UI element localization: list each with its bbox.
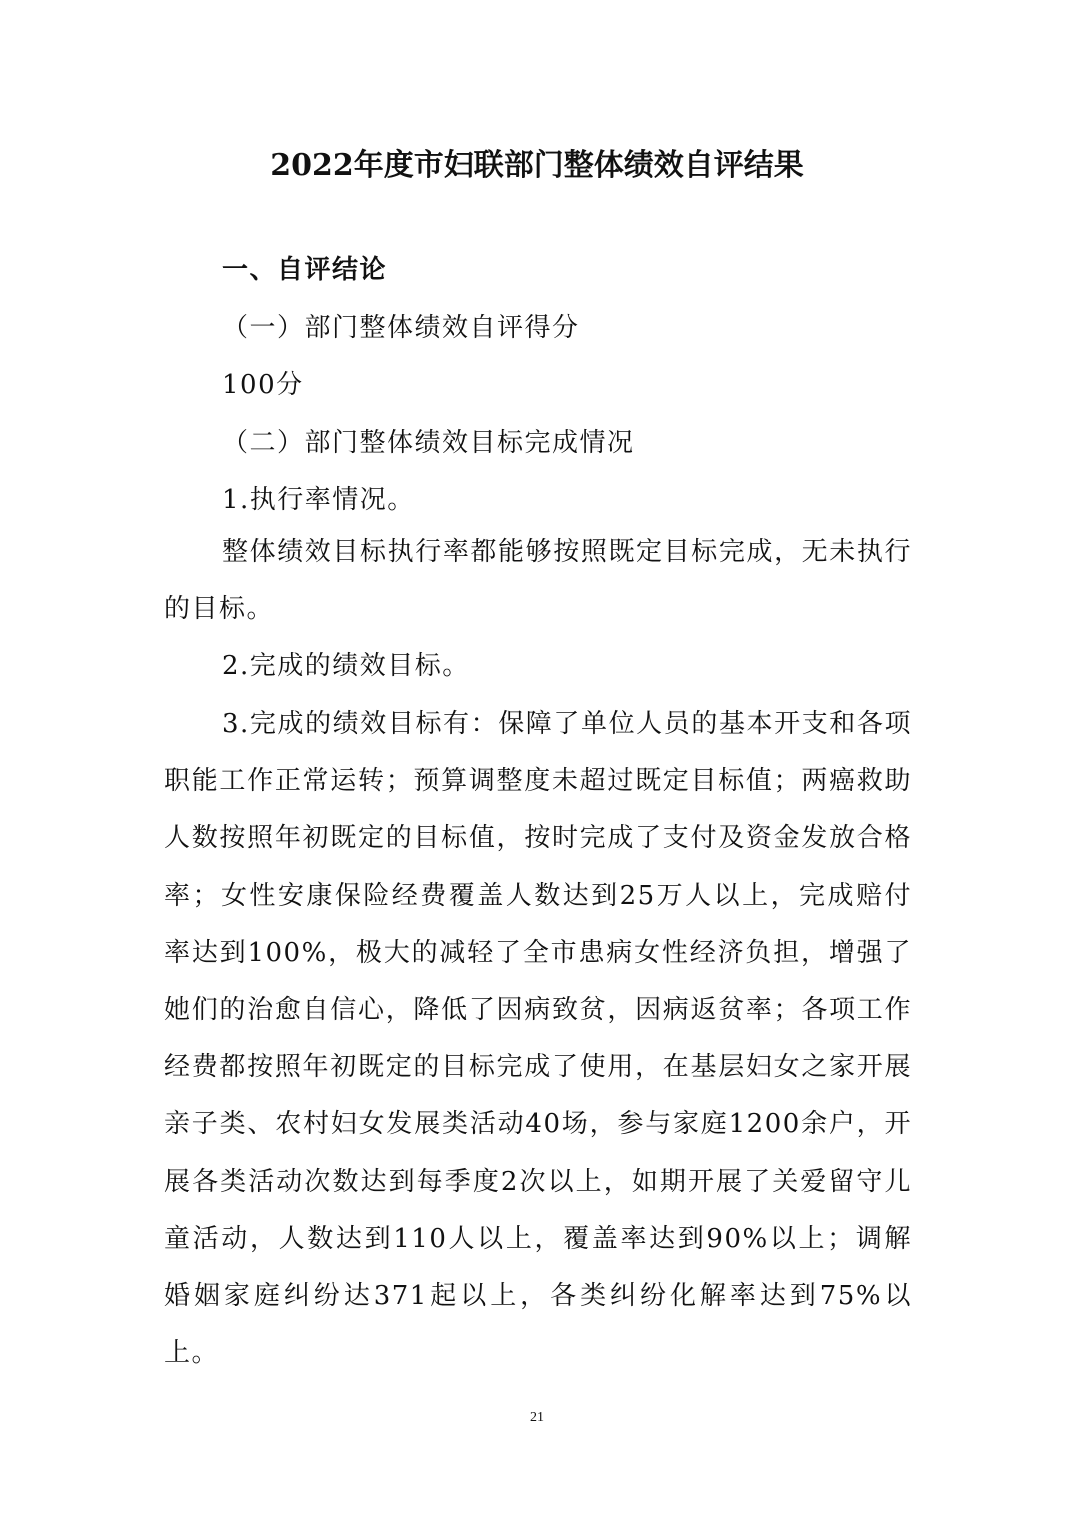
item-execution-rate: 1.执行率情况。 <box>222 485 415 515</box>
document-title: 2022年度市妇联部门整体绩效自评结果 <box>270 148 804 183</box>
subsection-heading-score: （一）部门整体绩效自评得分 <box>222 312 580 343</box>
section-completed-goals <box>164 638 912 696</box>
subsection-heading-goals: （二）部门整体绩效目标完成情况 <box>222 427 635 458</box>
paragraph-completed-goals: 3.完成的绩效目标有：保障了单位人员的基本开支和各项职能工作正常运转；预算调整度未超过既定目标值；两癌救助人数按照年初既定的目标值，按时完成了支付及资金发放合格率；女性安康保险经费覆盖人数达到25万人以上，完成赔付率达到100%，极大的减轻了全市患病女性经济负担，增强了她们的治愈自信心，降低了因病致贫，因病返贫率；各项工作经费都按照年初既定的目标完成了使用，在基层妇女之家开展亲子类、农村妇女发展类活动40场，参与家庭1200余户，开展各类活动次数达到每季度2次以上，如期开展了关爱留守儿童活动，人数达到110人以上，覆盖率达到90%以上；调解婚姻家庭纠纷达371起以上，各类纠纷化解率达到75%以上。 <box>164 709 912 1369</box>
page-number: 21 <box>530 1410 544 1425</box>
item-completed-goals: 2.完成的绩效目标。 <box>222 651 470 681</box>
section-conclusion <box>164 242 912 530</box>
score-value: 100分 <box>222 370 304 400</box>
paragraph-execution-rate: 整体绩效目标执行率都能够按照既定目标完成，无未执行的目标。 <box>164 537 912 625</box>
section-heading-self-evaluation: 一、自评结论 <box>222 255 388 285</box>
